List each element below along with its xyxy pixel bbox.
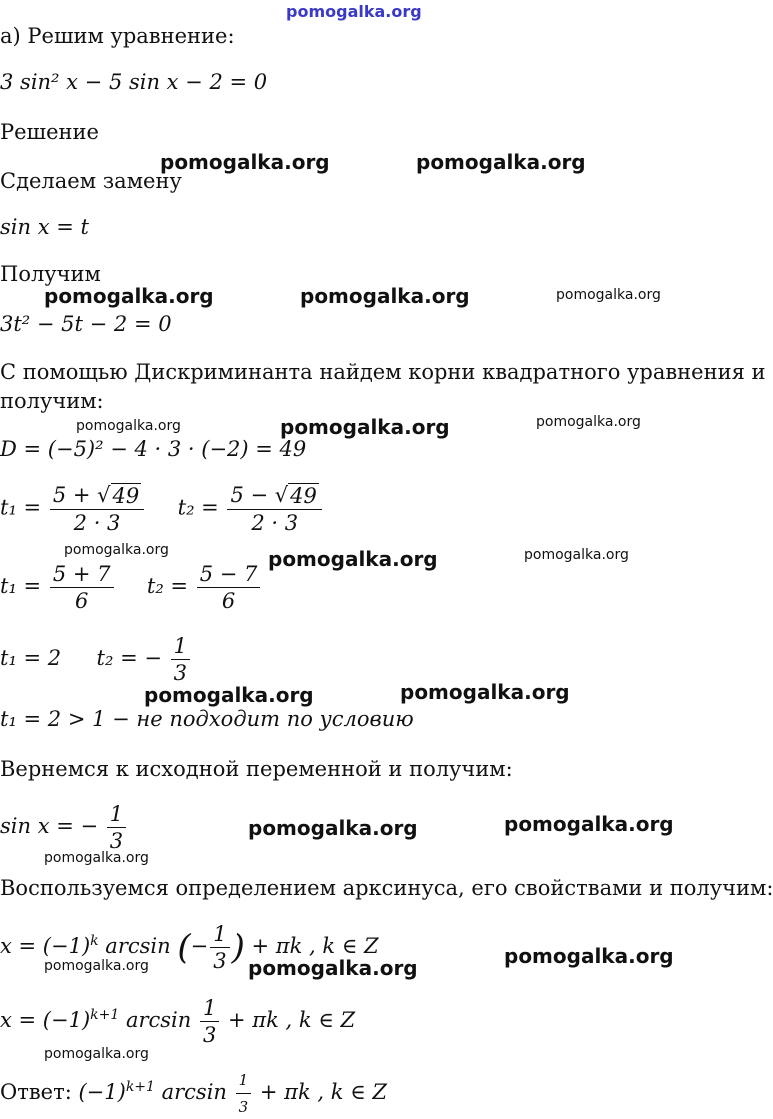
gs1-open-paren: ( <box>177 927 191 968</box>
watermark: pomogalka.org <box>504 812 674 836</box>
t2-value-label: t₂ = − <box>96 646 162 670</box>
solution-heading: Решение <box>0 120 99 144</box>
watermark: pomogalka.org <box>248 956 418 980</box>
arcsin-text: Воспользуемся определением арксинуса, его свойствами и получим: <box>0 876 773 900</box>
t1-sqrt-den: 2 · 3 <box>73 511 121 535</box>
watermark: pomogalka.org <box>400 680 570 704</box>
general-solution-2 <box>0 996 355 1047</box>
substitution: sin x = t <box>0 215 89 239</box>
gs2-exp: k+1 <box>90 1007 120 1023</box>
roots-fraction-line <box>0 562 262 613</box>
watermark: pomogalka.org <box>524 547 629 563</box>
watermark: pomogalka.org <box>144 683 314 707</box>
answer-den: 3 <box>238 1098 249 1116</box>
watermark: pomogalka.org <box>44 850 149 866</box>
watermark: pomogalka.org <box>280 415 450 439</box>
watermark: pomogalka.org <box>300 284 470 308</box>
sin-eq-fraction <box>107 802 126 853</box>
gs1-neg: − <box>190 934 209 958</box>
t2-value-den: 3 <box>173 661 188 685</box>
gs1-exp: k <box>90 933 99 949</box>
sin-equation <box>0 802 128 853</box>
answer-arcsin: arcsin <box>154 1080 234 1104</box>
watermark: pomogalka.org <box>76 418 181 434</box>
t2-sqrt-num-a: 5 − <box>230 483 275 507</box>
gs1-tail: + πk , k ∈ Z <box>251 934 379 958</box>
answer-prefix: (−1) <box>78 1080 126 1104</box>
watermark: pomogalka.org <box>268 547 438 571</box>
quadratic-equation: 3t² − 5t − 2 = 0 <box>0 312 172 336</box>
equation: 3 sin² x − 5 sin x − 2 = 0 <box>0 70 268 94</box>
gs2-num: 1 <box>200 996 219 1022</box>
discriminant-text: С помощью Дискриминанта найдем корни квадратного уравнения и <box>0 360 766 384</box>
sin-eq-den: 3 <box>109 829 124 853</box>
gs1-fraction <box>210 922 229 973</box>
t2-value-num: 1 <box>171 634 190 660</box>
t2-label-2: t₂ = <box>146 574 189 598</box>
answer-tail: + πk , k ∈ Z <box>259 1080 387 1104</box>
part-a-heading: а) Решим уравнение: <box>0 24 235 48</box>
watermark: pomogalka.org <box>416 150 586 174</box>
watermark: pomogalka.org <box>536 414 641 430</box>
t2-sqrt-den: 2 · 3 <box>251 511 299 535</box>
gs1-close-paren: ) <box>231 927 245 968</box>
answer-num: 1 <box>236 1068 252 1094</box>
we-get-text: Получим <box>0 262 101 286</box>
watermark: pomogalka.org <box>44 1046 149 1062</box>
sin-eq-label: sin x = − <box>0 814 99 838</box>
t2-fraction <box>197 562 261 613</box>
sqrt-49-a: 49 <box>112 484 140 508</box>
gs1-arcsin: arcsin <box>98 934 178 958</box>
t1-label-2: t₁ = <box>0 574 42 598</box>
gs1-num: 1 <box>210 922 229 948</box>
watermark: pomogalka.org <box>44 958 149 974</box>
substitution-text: Сделаем замену <box>0 169 182 193</box>
t1-label: t₁ = <box>0 495 42 520</box>
t2-value-fraction <box>171 634 190 685</box>
answer-label: Ответ: <box>0 1080 72 1104</box>
t2-sqrt-fraction: 5 − √ 49 2 · 3 <box>227 483 321 535</box>
root-check: t₁ = 2 > 1 − не подходит по условию <box>0 707 414 731</box>
watermark: pomogalka.org <box>44 284 214 308</box>
gs2-prefix: x = (−1) <box>0 1008 91 1032</box>
roots-sqrt-line <box>0 483 324 535</box>
return-text: Вернемся к исходной переменной и получим: <box>0 757 513 781</box>
t1-num: 5 + 7 <box>50 562 114 588</box>
discriminant-text-2: получим: <box>0 389 104 413</box>
t2-den: 6 <box>221 589 236 613</box>
watermark: pomogalka.org <box>160 150 330 174</box>
gs2-den: 3 <box>202 1023 217 1047</box>
t1-fraction <box>50 562 114 613</box>
answer-fraction <box>236 1068 252 1119</box>
t1-sqrt-fraction: 5 + √ 49 2 · 3 <box>50 483 144 535</box>
t1-value: t₁ = 2 <box>0 646 62 670</box>
roots-values-line <box>0 634 192 685</box>
gs2-arcsin: arcsin <box>119 1008 198 1032</box>
watermark: pomogalka.org <box>556 287 661 303</box>
gs1-prefix: x = (−1) <box>0 934 91 958</box>
gs2-tail: + πk , k ∈ Z <box>228 1008 356 1032</box>
watermark: pomogalka.org <box>64 542 169 558</box>
watermark: pomogalka.org <box>504 944 674 968</box>
answer-exp: k+1 <box>125 1079 155 1095</box>
watermark-top: pomogalka.org <box>286 2 422 21</box>
t2-num: 5 − 7 <box>197 562 261 588</box>
sin-eq-num: 1 <box>107 802 126 828</box>
watermark: pomogalka.org <box>248 816 418 840</box>
answer-line <box>0 1068 387 1119</box>
discriminant-formula: D = (−5)² − 4 · 3 · (−2) = 49 <box>0 437 307 461</box>
gs2-fraction <box>200 996 219 1047</box>
sqrt-49-b: 49 <box>290 484 317 508</box>
gs1-den: 3 <box>213 949 227 973</box>
t1-sqrt-num-a: 5 + <box>52 483 98 507</box>
t1-den: 6 <box>74 589 89 613</box>
t2-label: t₂ = <box>177 495 219 520</box>
